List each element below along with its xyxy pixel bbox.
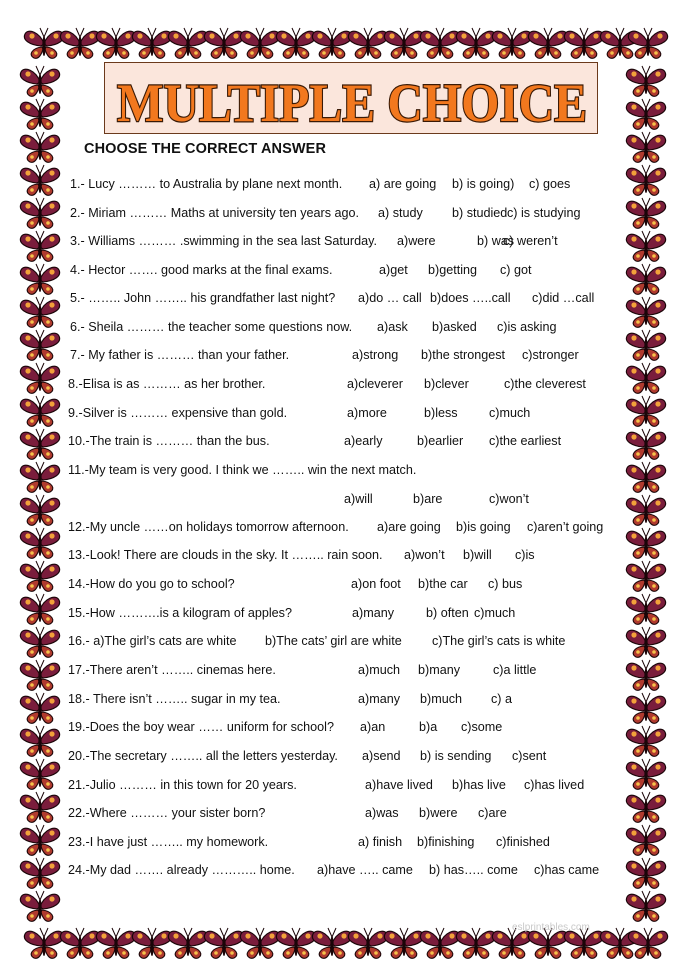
answer-option: b)is going (456, 520, 511, 534)
answer-option: a)many (352, 606, 394, 620)
butterfly-icon (20, 66, 59, 96)
question-item (0, 406, 686, 426)
answer-option: c)won’t (489, 492, 529, 506)
butterfly-icon (168, 928, 207, 958)
answer-option: a)more (347, 406, 387, 420)
answer-option: c)are (478, 806, 507, 820)
answer-option: a) are going (369, 177, 437, 191)
answer-option: a)ask (377, 320, 408, 334)
answer-option: a)strong (352, 348, 399, 362)
answer-option: c) goes (529, 177, 571, 191)
answer-option: b)has live (452, 778, 506, 792)
question-text: 12.-My uncle ……on holidays tomorrow afternoon. (68, 520, 349, 534)
answer-option: b) studied (452, 206, 508, 220)
answer-option: b)were (419, 806, 458, 820)
question-text: 22.-Where ……… your sister born? (68, 806, 266, 820)
answer-option: c)some (461, 720, 503, 734)
butterfly-icon (20, 132, 59, 162)
butterfly-icon (276, 28, 315, 58)
watermark: eslprintables.com (512, 922, 590, 933)
question-text: 21.-Julio ……… in this town for 20 years. (68, 778, 297, 792)
butterfly-icon (312, 28, 351, 58)
butterfly-icon (420, 28, 459, 58)
question-text: 6.- Sheila ……… the teacher some questions now. (70, 320, 353, 334)
answer-option: b)The cats’ girl are white (265, 634, 402, 648)
butterfly-icon (456, 28, 495, 58)
butterfly-icon (628, 28, 667, 58)
answer-option: b)the car (418, 577, 468, 591)
butterfly-icon (528, 28, 567, 58)
butterfly-icon (628, 928, 667, 958)
question-text: 1.- Lucy ……… to Australia by plane next month. (70, 177, 343, 191)
answer-option: b) often (426, 606, 469, 620)
question-text: 13.-Look! There are clouds in the sky. It …….. rain soon. (68, 548, 383, 562)
answer-option: c) got (500, 263, 532, 277)
answer-option: a)are going (377, 520, 441, 534)
question-text: 7.- My father is ……… than your father. (70, 348, 290, 362)
answer-option: b)finishing (417, 835, 475, 849)
answer-option: c)stronger (522, 348, 579, 362)
answer-option: a)get (379, 263, 408, 277)
butterfly-icon (20, 891, 59, 921)
butterfly-icon (626, 99, 665, 129)
answer-option: b) is going) (452, 177, 515, 191)
butterfly-icon (348, 928, 387, 958)
answer-option: b)many (418, 663, 460, 677)
butterfly-icon (348, 28, 387, 58)
answer-option: b)does …..call (430, 291, 511, 305)
answer-option: a)an (360, 720, 386, 734)
answer-option: b)getting (428, 263, 478, 277)
question-item (0, 434, 686, 454)
answer-option: c)much (474, 606, 516, 620)
answer-option: b)are (413, 492, 443, 506)
question-item (0, 206, 686, 226)
butterfly-icon (420, 928, 459, 958)
answer-option: a) finish (358, 835, 403, 849)
question-text: 17.-There aren’t …….. cinemas here. (68, 663, 276, 677)
question-item (0, 520, 686, 540)
butterfly-icon (384, 28, 423, 58)
butterfly-icon (276, 928, 315, 958)
answer-option: c)the cleverest (504, 377, 586, 391)
answer-option: c)finished (496, 835, 550, 849)
question-text: 18.- There isn’t …….. sugar in my tea. (68, 692, 281, 706)
instructions-heading: CHOOSE THE CORRECT ANSWER (84, 141, 327, 157)
question-item (0, 463, 686, 511)
answer-option: c)is asking (497, 320, 557, 334)
question-item (0, 692, 686, 712)
question-text: 5.- …….. John …….. his grandfather last night? (70, 291, 336, 305)
answer-option: b) was (477, 234, 515, 248)
question-item (0, 263, 686, 283)
answer-option: b)earlier (417, 434, 464, 448)
question-text: 2.- Miriam ……… Maths at university ten years ago. (70, 206, 360, 220)
answer-option: a)have ….. came (317, 863, 413, 877)
answer-option: c) weren’t (503, 234, 558, 248)
question-text: 8.-Elisa is as ……… as her brother. (68, 377, 266, 391)
question-item (0, 778, 686, 798)
answer-option: a)on foot (351, 577, 401, 591)
answer-option: a)have lived (365, 778, 433, 792)
title-banner (104, 62, 598, 134)
answer-option: b)asked (432, 320, 477, 334)
answer-option: a)do … call (358, 291, 422, 305)
butterfly-icon (626, 891, 665, 921)
butterfly-icon (626, 132, 665, 162)
butterfly-icon (24, 928, 63, 958)
butterfly-icon (132, 928, 171, 958)
butterfly-icon (20, 99, 59, 129)
question-text: 11.-My team is very good. I think we …….. win the next match. (68, 463, 417, 477)
page-title: MULTIPLE CHOICE (117, 73, 587, 133)
answer-option: c)did …call (532, 291, 595, 305)
question-text: 3.- Williams ……… .swimming in the sea last Saturday. (70, 234, 377, 248)
answer-option: c)aren’t going (527, 520, 604, 534)
butterfly-icon (564, 28, 603, 58)
question-item (0, 177, 686, 197)
answer-option: a)cleverer (347, 377, 403, 391)
answer-option: b) has….. come (429, 863, 518, 877)
butterfly-icon (492, 28, 531, 58)
answer-option: a)were (397, 234, 436, 248)
answer-option: b)clever (424, 377, 469, 391)
answer-option: c)sent (512, 749, 547, 763)
answer-option: b) is sending (420, 749, 492, 763)
butterfly-icon (204, 28, 243, 58)
question-item (0, 606, 686, 626)
answer-option: c) is studying (507, 206, 581, 220)
butterfly-icon (132, 28, 171, 58)
answer-option: c)has came (534, 863, 600, 877)
question-text: 16.- a)The girl’s cats are white (68, 634, 237, 648)
question-text: 15.-How ……….is a kilogram of apples? (68, 606, 292, 620)
answer-option: c)much (489, 406, 531, 420)
question-text: 20.-The secretary …….. all the letters yesterday. (68, 749, 338, 763)
answer-option: c) bus (488, 577, 523, 591)
butterfly-icon (312, 928, 351, 958)
answer-option: a)will (344, 492, 373, 506)
answer-option: c)has lived (524, 778, 585, 792)
butterfly-icon (168, 28, 207, 58)
answer-option: a)many (358, 692, 400, 706)
answer-option: a)early (344, 434, 383, 448)
question-item (0, 634, 686, 654)
answer-option: c)a little (493, 663, 537, 677)
butterfly-icon (60, 928, 99, 958)
answer-option: a) study (378, 206, 423, 220)
butterfly-icon (240, 928, 279, 958)
question-item (0, 548, 686, 568)
butterfly-icon (96, 28, 135, 58)
answer-option: c) a (491, 692, 512, 706)
question-item (0, 720, 686, 740)
butterfly-icon (384, 928, 423, 958)
question-text: 19.-Does the boy wear …… uniform for school? (68, 720, 334, 734)
answer-option: c)the earliest (489, 434, 562, 448)
question-item (0, 291, 686, 311)
question-text: 10.-The train is ……… than the bus. (68, 434, 270, 448)
butterfly-icon (204, 928, 243, 958)
answer-option: c)is (515, 548, 535, 562)
answer-option: a)won’t (404, 548, 445, 562)
answer-option: b)a (419, 720, 438, 734)
butterfly-icon (24, 28, 63, 58)
question-item (0, 577, 686, 597)
question-text: 14.-How do you go to school? (68, 577, 235, 591)
butterfly-icon (96, 928, 135, 958)
answer-option: b)the strongest (421, 348, 506, 362)
butterfly-icon (456, 928, 495, 958)
answer-option: c)The girl’s cats is white (432, 634, 566, 648)
question-item (0, 663, 686, 683)
question-text: 24.-My dad ……. already ……….. home. (68, 863, 295, 877)
question-item (0, 863, 686, 883)
butterfly-icon (626, 66, 665, 96)
question-item (0, 749, 686, 769)
question-item (0, 320, 686, 340)
answer-option: b)less (424, 406, 458, 420)
answer-option: a)send (362, 749, 401, 763)
butterfly-icon (60, 28, 99, 58)
question-item (0, 835, 686, 855)
question-item (0, 377, 686, 397)
question-text: 23.-I have just …….. my homework. (68, 835, 269, 849)
answer-option: a)much (358, 663, 400, 677)
question-item (0, 234, 686, 254)
question-text: 9.-Silver is ……… expensive than gold. (68, 406, 288, 420)
answer-option: b)will (463, 548, 492, 562)
question-text: 4.- Hector ……. good marks at the final exams. (70, 263, 333, 277)
question-item (0, 806, 686, 826)
answer-option: a)was (365, 806, 399, 820)
answer-option: b)much (420, 692, 462, 706)
butterfly-icon (240, 28, 279, 58)
question-item (0, 348, 686, 368)
